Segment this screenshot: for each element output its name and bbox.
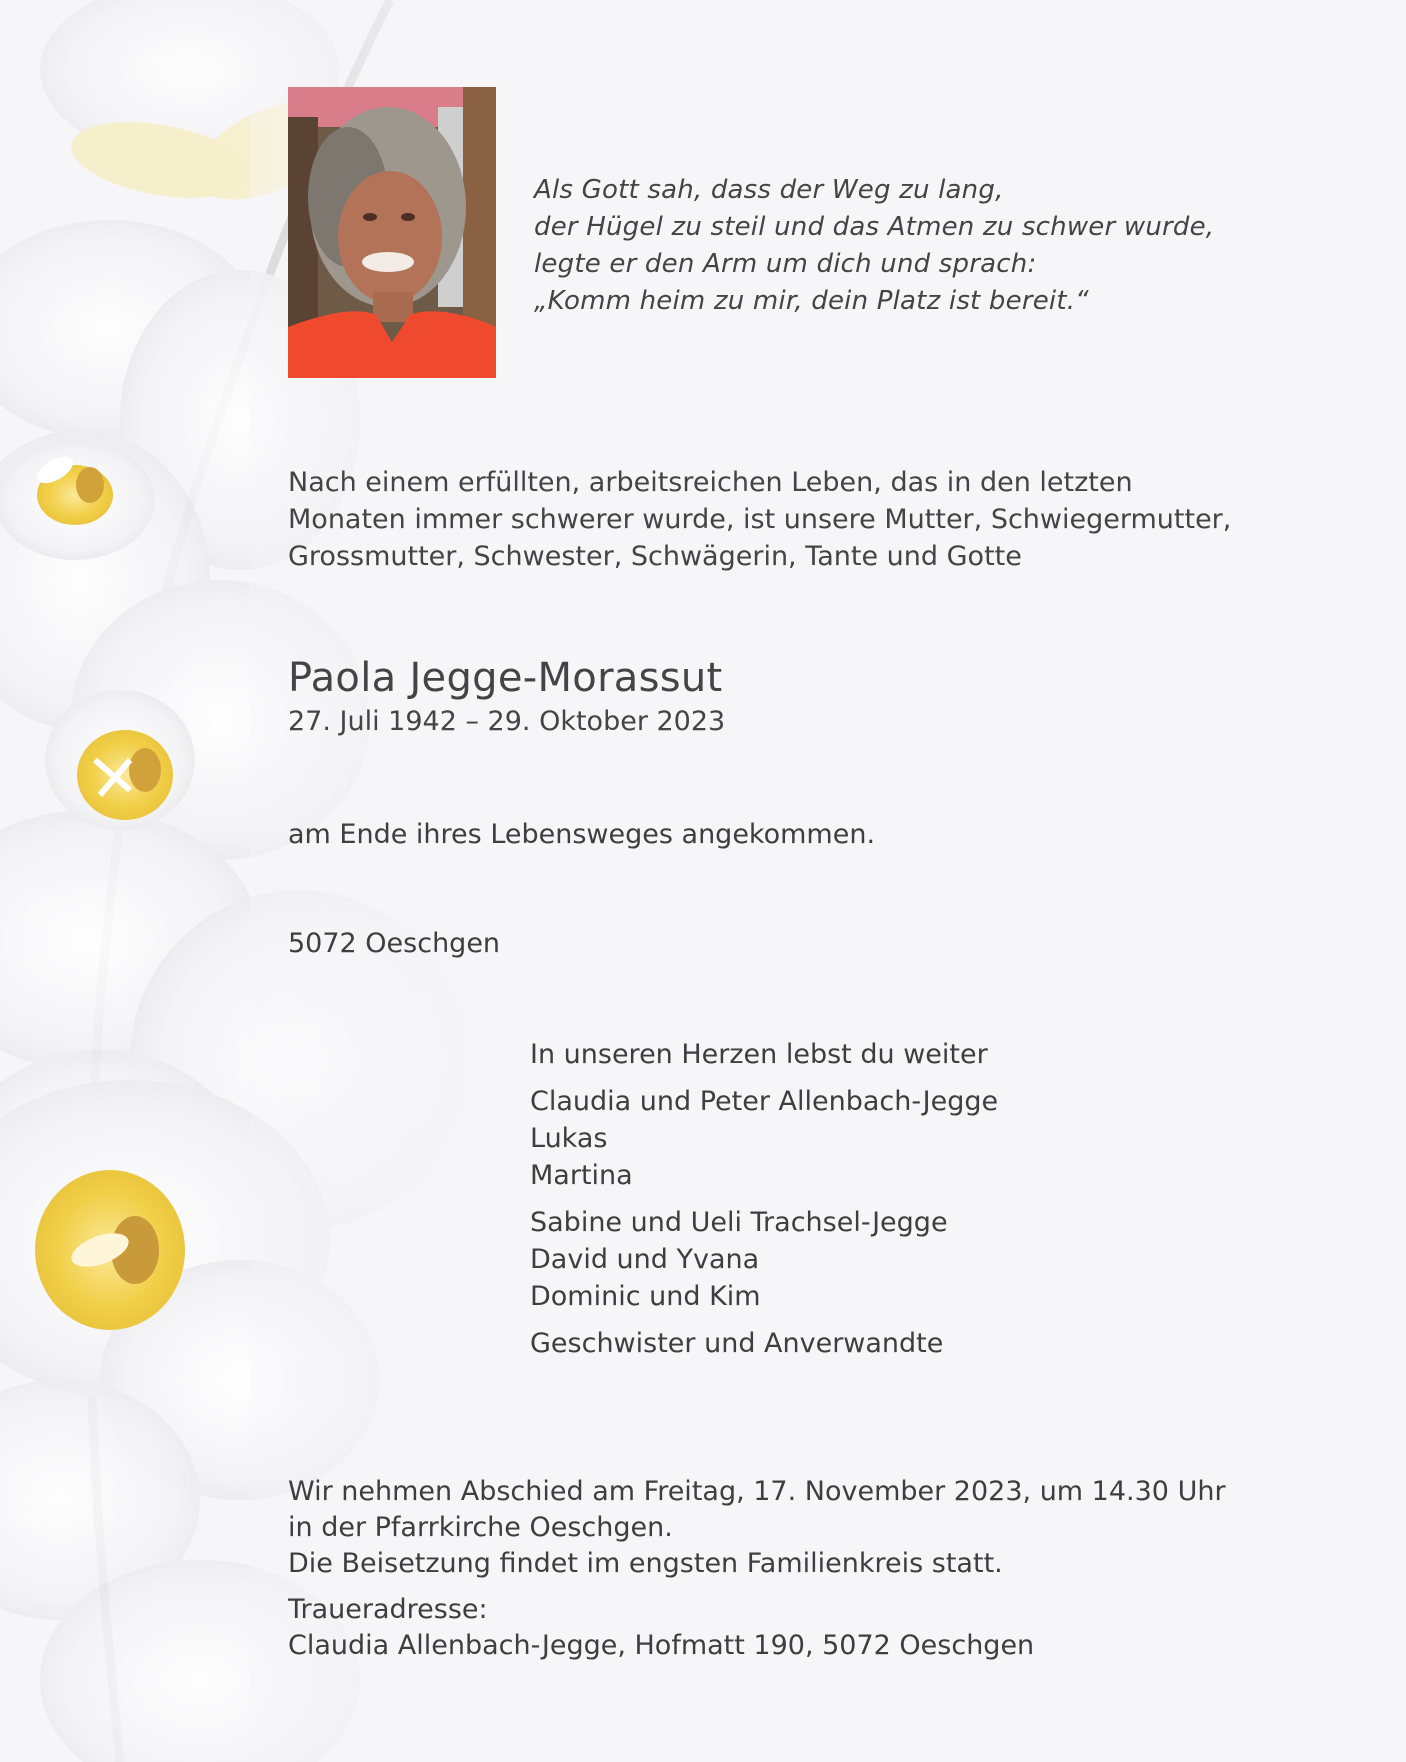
service-line: Wir nehmen Abschied am Freitag, 17. November 2023, um 14.30 Uhr [288, 1476, 1226, 1507]
mourners-heading: In unseren Herzen lebst du weiter [530, 1039, 988, 1070]
mourning-address: Claudia Allenbach-Jegge, Hofmatt 190, 5072 Oeschgen [288, 1630, 1035, 1661]
mourner-name: Lukas [530, 1123, 608, 1154]
service-line: in der Pfarrkirche Oeschgen. [288, 1512, 673, 1543]
mourner-name: David und Yvana [530, 1244, 760, 1275]
intro-line: Grossmutter, Schwester, Schwägerin, Tante und Gotte [288, 541, 1022, 572]
portrait-photo [288, 87, 496, 378]
mourner-name: Martina [530, 1160, 633, 1191]
intro-line: Monaten immer schwerer wurde, ist unsere Mutter, Schwiegermutter, [288, 504, 1232, 535]
service-line: Die Beisetzung findet im engsten Familienkreis statt. [288, 1548, 1003, 1579]
hometown: 5072 Oeschgen [288, 928, 501, 959]
intro-line: Nach einem erfüllten, arbeitsreichen Leben, das in den letzten [288, 467, 1133, 498]
deceased-name: Paola Jegge-Morassut [288, 655, 723, 701]
mourner-name: Sabine und Ueli Trachsel-Jegge [530, 1207, 948, 1238]
farewell-info [288, 1474, 1226, 1664]
mourner-name: Claudia und Peter Allenbach-Jegge [530, 1086, 999, 1117]
poem-line: Als Gott sah, dass der Weg zu lang, [534, 175, 1004, 205]
poem [534, 172, 1214, 320]
mourner-name: Geschwister und Anverwandte [530, 1328, 944, 1359]
intro-paragraph [288, 464, 1231, 575]
mourner-name: Dominic und Kim [530, 1281, 761, 1312]
portrait-icon [288, 87, 496, 378]
poem-line: legte er den Arm um dich und sprach: [534, 249, 1037, 279]
ending-sentence: am Ende ihres Lebensweges angekommen. [288, 819, 876, 850]
address-label: Traueradresse: [288, 1594, 488, 1625]
mourners-list [530, 1036, 998, 1362]
poem-line: „Komm heim zu mir, dein Platz ist bereit.“ [534, 286, 1089, 316]
poem-line: der Hügel zu steil und das Atmen zu schwer wurde, [534, 212, 1215, 242]
life-dates: 27. Juli 1942 – 29. Oktober 2023 [288, 706, 726, 737]
